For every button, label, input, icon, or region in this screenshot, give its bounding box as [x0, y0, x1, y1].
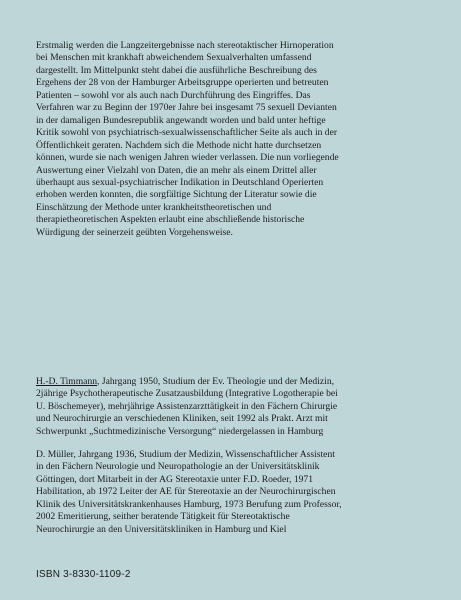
author-name-timmann: H.-D. Timmann [36, 376, 98, 387]
abstract-line: therapietheoretischen Aspekten erlaubt eine abschließende historische [36, 214, 305, 226]
abstract-line: Erstmalig werden die Langzeitergebnisse nach stereotaktischer Hirnoperation [36, 40, 334, 51]
bio-line: D. Müller, Jahrgang 1936, Studium der Medizin, Wissenschaftlicher Assistent [36, 449, 335, 460]
bio-line: 2jährige Psychotherapeutische Zusatzausbildung (Integrative Logotherapie bei [36, 388, 338, 400]
isbn-number: ISBN 3-8330-1109-2 [36, 569, 131, 580]
author-bio-timmann [36, 376, 431, 438]
abstract-line: Patienten – sowohl vor als auch nach Durchführung des Eingriffes. Das [36, 89, 311, 101]
abstract-line: Ergehens der 28 von der Hamburger Arbeitsgruppe operierten und betreuten [36, 77, 329, 89]
abstract-line: in der damaligen Bundesrepublik angewandt worden und bald unter heftige [36, 114, 326, 126]
abstract-line: Einschätzung der Methode unter krankheitstheoretischen und [36, 201, 272, 213]
abstract-line: Verfahren war zu Beginn der 1970er Jahre bei insgesamt 75 sexuell Devianten [36, 102, 337, 114]
abstract-line: Würdigung der seinerzeit geübten Vorgehensweise. [36, 226, 233, 238]
abstract-line: Auswertung einer Vielzahl von Daten, die an mehr als einem Drittel aller [36, 164, 317, 176]
abstract-line: Kritik sowohl von psychiatrisch-sexualwissenschaftlicher Seite als auch in der [36, 127, 338, 139]
bio-line: Neurochirurgie an den Universitätskliniken in Hamburg und Kiel [36, 523, 287, 535]
abstract-line: bei Menschen mit krankhaft abweichendem Sexualverhalten umfassend [36, 52, 312, 64]
bio-line: U. Böschemeyer), mehrjährige Assistenzarzttätigkeit in den Fächern Chirurgie [36, 400, 338, 412]
abstract-text [36, 40, 431, 239]
bio-line: Schwerpunkt „Suchtmedizinische Versorgung“ niedergelassen in Hamburg [36, 425, 324, 437]
bio-line [36, 376, 431, 388]
abstract-line: Öffentlichkeit geraten. Nachdem sich die Methode nicht hatte durchsetzen [36, 139, 322, 151]
bio-line: Klinik des Universitätskrankenhauses Hamburg, 1973 Berufung zum Professor, [36, 498, 342, 510]
bio-line: Göttingen, dort Mitarbeit in der AG Stereotaxie unter F.D. Roeder, 1971 [36, 473, 314, 485]
abstract-line: erhoben werden konnten, die sorgfältige Sichtung der Literatur sowie die [36, 189, 317, 201]
abstract-line: dargestellt. Im Mittelpunkt steht dabei die ausführliche Beschreibung des [36, 64, 317, 76]
bio-line: in den Fächern Neurologie und Neuropathologie an der Universitätsklinik [36, 461, 320, 473]
bio-line: und Neurochirurgie an verschiedenen Kliniken, seit 1992 als Prakt. Arzt mit [36, 413, 328, 425]
bio-line: Habilitation, ab 1972 Leiter der AE für Stereotaxie an der Neurochirurgischen [36, 486, 336, 498]
abstract-line: können, wurde sie nach wenigen Jahren wieder verlassen. Die nun vorliegende [36, 152, 339, 164]
bio-line: 2002 Emeritierung, seither beratende Tätigkeit für Stereotaktische [36, 511, 290, 523]
bio-line-rest: , Jahrgang 1950, Studium der Ev. Theologie und der Medizin, [97, 376, 335, 387]
abstract-line: überhaupt aus sexual-psychiatrischer Indikation in Deutschland Operierten [36, 176, 324, 188]
author-bio-mueller [36, 449, 431, 536]
